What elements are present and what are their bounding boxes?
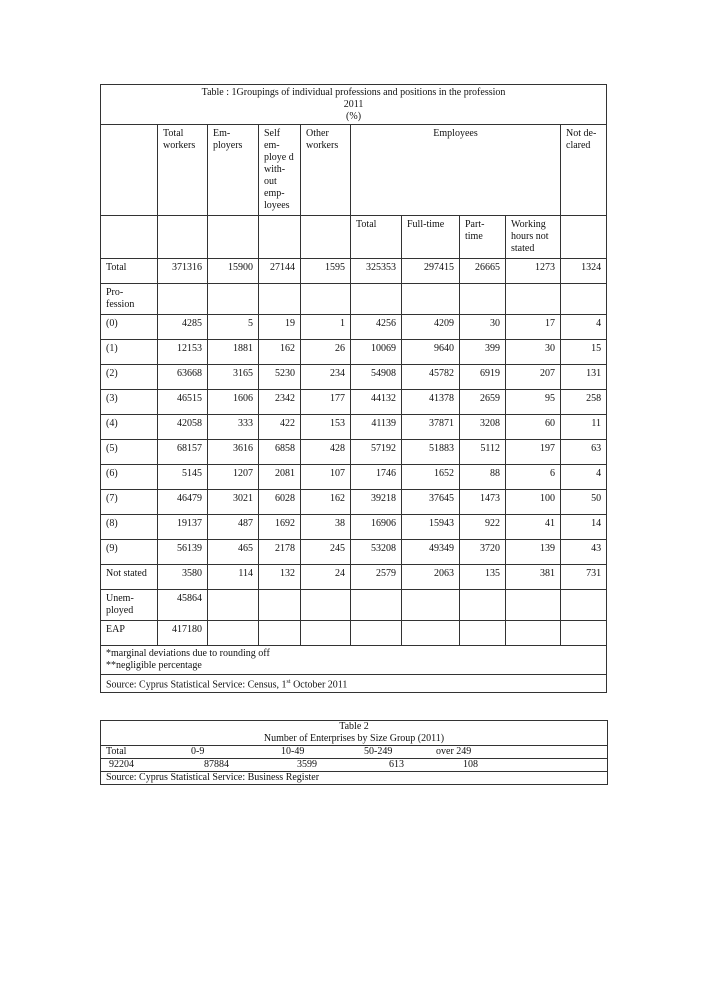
subheader-blank: [561, 216, 607, 259]
table2-value-over-249: 108: [463, 759, 478, 770]
table-cell: 135: [460, 565, 506, 590]
source-superscript: st: [286, 679, 291, 685]
table-cell: 3208: [460, 415, 506, 440]
table-cell: 333: [208, 415, 259, 440]
table1-source: [101, 675, 607, 693]
table-cell: 1606: [208, 390, 259, 415]
table-cell: 399: [460, 340, 506, 365]
table-cell: 4256: [351, 315, 402, 340]
source-row: [101, 675, 607, 693]
table1-title-line1: Table : 1Groupings of individual professions and positions in the profession: [201, 87, 506, 98]
professions-table: [100, 84, 607, 693]
table-cell: 54908: [351, 365, 402, 390]
note-negligible: **negligible percentage: [106, 660, 202, 671]
table-cell: 1324: [561, 259, 607, 284]
table-cell: 2178: [259, 540, 301, 565]
table-cell: 6858: [259, 440, 301, 465]
table-cell: 2659: [460, 390, 506, 415]
table-row: [101, 284, 607, 315]
table-cell: [301, 621, 351, 646]
table-cell: 2579: [351, 565, 402, 590]
table-cell: [402, 284, 460, 315]
row-label: (6): [101, 465, 158, 490]
table-cell: 465: [208, 540, 259, 565]
row-label: (7): [101, 490, 158, 515]
table-cell: 15943: [402, 515, 460, 540]
table-cell: 6: [506, 465, 561, 490]
row-label: EAP: [101, 621, 158, 646]
source-date: October 2011: [290, 679, 348, 691]
table-cell: 381: [506, 565, 561, 590]
table-row: [101, 365, 607, 390]
table-cell: 3616: [208, 440, 259, 465]
table-cell: 42058: [158, 415, 208, 440]
header-other-workers: Other workers: [301, 125, 351, 216]
table-cell: 131: [561, 365, 607, 390]
table2-header-over-249: over 249: [436, 746, 472, 757]
table-cell: 37871: [402, 415, 460, 440]
table2-header-50-249: 50-249: [364, 746, 393, 757]
table-cell: 16906: [351, 515, 402, 540]
row-label: (3): [101, 390, 158, 415]
table2-value-total: 92204: [109, 759, 134, 770]
table-cell: 1273: [506, 259, 561, 284]
header-hours-not-stated: Working hours not stated: [506, 216, 561, 259]
table-cell: 24: [301, 565, 351, 590]
table-cell: 19137: [158, 515, 208, 540]
table-row: [101, 621, 607, 646]
table-cell: 2342: [259, 390, 301, 415]
table-cell: [402, 590, 460, 621]
table-cell: 39218: [351, 490, 402, 515]
table2-value-0-9: 87884: [204, 759, 229, 770]
table-row: [101, 440, 607, 465]
table-cell: 6919: [460, 365, 506, 390]
table-cell: 14: [561, 515, 607, 540]
table-cell: 114: [208, 565, 259, 590]
table-cell: [351, 284, 402, 315]
table-row: [101, 259, 607, 284]
table-cell: 207: [506, 365, 561, 390]
row-label: (0): [101, 315, 158, 340]
table-row: [101, 490, 607, 515]
table-cell: 11: [561, 415, 607, 440]
table-cell: 4209: [402, 315, 460, 340]
table-cell: 50: [561, 490, 607, 515]
table2-subtitle: Number of Enterprises by Size Group (2011): [263, 733, 445, 744]
table-cell: [259, 590, 301, 621]
table-row: [101, 415, 607, 440]
table2-header-10-49: 10-49: [281, 746, 305, 757]
row-label: (5): [101, 440, 158, 465]
table-cell: [208, 284, 259, 315]
table-cell: 3580: [158, 565, 208, 590]
table-cell: 88: [460, 465, 506, 490]
table-cell: 43: [561, 540, 607, 565]
table-cell: 17: [506, 315, 561, 340]
row-label: Unem- ployed: [101, 590, 158, 621]
table-cell: [561, 621, 607, 646]
table-cell: 45864: [158, 590, 208, 621]
table-cell: 3165: [208, 365, 259, 390]
table-cell: 51883: [402, 440, 460, 465]
row-label: (4): [101, 415, 158, 440]
table-cell: [506, 284, 561, 315]
table-cell: 30: [506, 340, 561, 365]
table-cell: 417180: [158, 621, 208, 646]
table-cell: 1: [301, 315, 351, 340]
header-full-time: Full-time: [402, 216, 460, 259]
table-cell: 19: [259, 315, 301, 340]
note-rounding: *marginal deviations due to rounding off: [106, 648, 270, 659]
table2-source: Source: Cyprus Statistical Service: Business Register: [101, 771, 607, 784]
table-cell: 30: [460, 315, 506, 340]
table-cell: 422: [259, 415, 301, 440]
table-cell: 325353: [351, 259, 402, 284]
table-cell: 9640: [402, 340, 460, 365]
subheader-blank: [101, 216, 158, 259]
table-cell: 60: [506, 415, 561, 440]
table-cell: 3021: [208, 490, 259, 515]
subheader-blank: [158, 216, 208, 259]
table2-value-10-49: 3599: [297, 759, 317, 770]
table-cell: 297415: [402, 259, 460, 284]
table-cell: 1746: [351, 465, 402, 490]
table-cell: 4: [561, 465, 607, 490]
table-cell: [208, 590, 259, 621]
table-cell: 5145: [158, 465, 208, 490]
table-cell: 922: [460, 515, 506, 540]
table-cell: 46515: [158, 390, 208, 415]
table-cell: 63668: [158, 365, 208, 390]
table1-title-year: 2011: [343, 99, 364, 110]
table-row: [101, 515, 607, 540]
table-cell: 487: [208, 515, 259, 540]
table-cell: 1595: [301, 259, 351, 284]
table-cell: [460, 284, 506, 315]
table-cell: 15: [561, 340, 607, 365]
table-cell: 153: [301, 415, 351, 440]
table-cell: 177: [301, 390, 351, 415]
table-cell: 258: [561, 390, 607, 415]
row-label: (2): [101, 365, 158, 390]
table-row: [101, 465, 607, 490]
table-cell: [351, 590, 402, 621]
table-cell: 2063: [402, 565, 460, 590]
header-part-time: Part- time: [460, 216, 506, 259]
enterprises-table: [100, 720, 608, 785]
subheader-blank: [208, 216, 259, 259]
table-cell: 1692: [259, 515, 301, 540]
table-cell: 26665: [460, 259, 506, 284]
table-cell: 162: [259, 340, 301, 365]
table-cell: [208, 621, 259, 646]
table-cell: 68157: [158, 440, 208, 465]
table-row: [101, 540, 607, 565]
table-cell: 5112: [460, 440, 506, 465]
subheader-blank: [301, 216, 351, 259]
row-label: Pro- fession: [101, 284, 158, 315]
table-cell: 56139: [158, 540, 208, 565]
table-cell: 45782: [402, 365, 460, 390]
header-employees-total: Total: [351, 216, 402, 259]
header-self-employed: Self em- ploye d with- out emp- loyees: [259, 125, 301, 216]
row-label: Not stated: [101, 565, 158, 590]
table-cell: 27144: [259, 259, 301, 284]
table-cell: 4: [561, 315, 607, 340]
table-cell: 428: [301, 440, 351, 465]
table1-title-unit: (%): [346, 111, 362, 122]
table-cell: 371316: [158, 259, 208, 284]
table2-header-total: Total: [106, 746, 127, 757]
table-cell: 44132: [351, 390, 402, 415]
table-cell: 15900: [208, 259, 259, 284]
table-cell: 1652: [402, 465, 460, 490]
table-cell: 132: [259, 565, 301, 590]
table-cell: 41: [506, 515, 561, 540]
table-row: [101, 315, 607, 340]
table-row: [101, 390, 607, 415]
table-cell: [460, 590, 506, 621]
table-cell: 37645: [402, 490, 460, 515]
table-cell: 12153: [158, 340, 208, 365]
table-row: [101, 565, 607, 590]
table-cell: 3720: [460, 540, 506, 565]
row-label: (8): [101, 515, 158, 540]
table-cell: 26: [301, 340, 351, 365]
table1-notes: [101, 646, 607, 675]
header-total-workers: Total workers: [158, 125, 208, 216]
header-employers: Em- ployers: [208, 125, 259, 216]
table-cell: [506, 590, 561, 621]
table-cell: 2081: [259, 465, 301, 490]
table-cell: 1207: [208, 465, 259, 490]
table-cell: 234: [301, 365, 351, 390]
table-cell: [561, 590, 607, 621]
table-cell: 139: [506, 540, 561, 565]
table-cell: [259, 621, 301, 646]
table-cell: 6028: [259, 490, 301, 515]
table-cell: 49349: [402, 540, 460, 565]
table-cell: 63: [561, 440, 607, 465]
table-cell: [301, 590, 351, 621]
source-text: Source: Cyprus Statistical Service: Census, 1: [106, 679, 287, 691]
table-cell: 1881: [208, 340, 259, 365]
table1-title: [101, 85, 607, 125]
header-not-declared: Not de- clared: [561, 125, 607, 216]
table-cell: 46479: [158, 490, 208, 515]
table-cell: [259, 284, 301, 315]
table2-header-0-9: 0-9: [191, 746, 205, 757]
table-cell: 4285: [158, 315, 208, 340]
table-cell: [351, 621, 402, 646]
table-cell: 57192: [351, 440, 402, 465]
table-cell: [158, 284, 208, 315]
table-cell: [506, 621, 561, 646]
table-cell: 95: [506, 390, 561, 415]
table2-header-row: [101, 745, 607, 758]
table-row: [101, 590, 607, 621]
table2-value-50-249: 613: [389, 759, 404, 770]
table-cell: [301, 284, 351, 315]
table-row: [101, 340, 607, 365]
table-cell: 38: [301, 515, 351, 540]
table-cell: 107: [301, 465, 351, 490]
table-cell: 5: [208, 315, 259, 340]
table-cell: 10069: [351, 340, 402, 365]
subheader-blank: [259, 216, 301, 259]
table-cell: [460, 621, 506, 646]
table-cell: 41378: [402, 390, 460, 415]
table-cell: 41139: [351, 415, 402, 440]
table-cell: 53208: [351, 540, 402, 565]
row-label: (9): [101, 540, 158, 565]
table2-title: Table 2: [339, 721, 369, 732]
header-blank: [101, 125, 158, 216]
table-cell: [402, 621, 460, 646]
table-cell: [561, 284, 607, 315]
table-cell: 1473: [460, 490, 506, 515]
table-cell: 731: [561, 565, 607, 590]
notes-row: [101, 646, 607, 675]
table-cell: 100: [506, 490, 561, 515]
table-cell: 5230: [259, 365, 301, 390]
table-cell: 245: [301, 540, 351, 565]
table-cell: 162: [301, 490, 351, 515]
row-label: (1): [101, 340, 158, 365]
row-label: Total: [101, 259, 158, 284]
header-employees: Employees: [351, 125, 561, 216]
table-cell: 197: [506, 440, 561, 465]
table2-values-row: [101, 758, 607, 771]
